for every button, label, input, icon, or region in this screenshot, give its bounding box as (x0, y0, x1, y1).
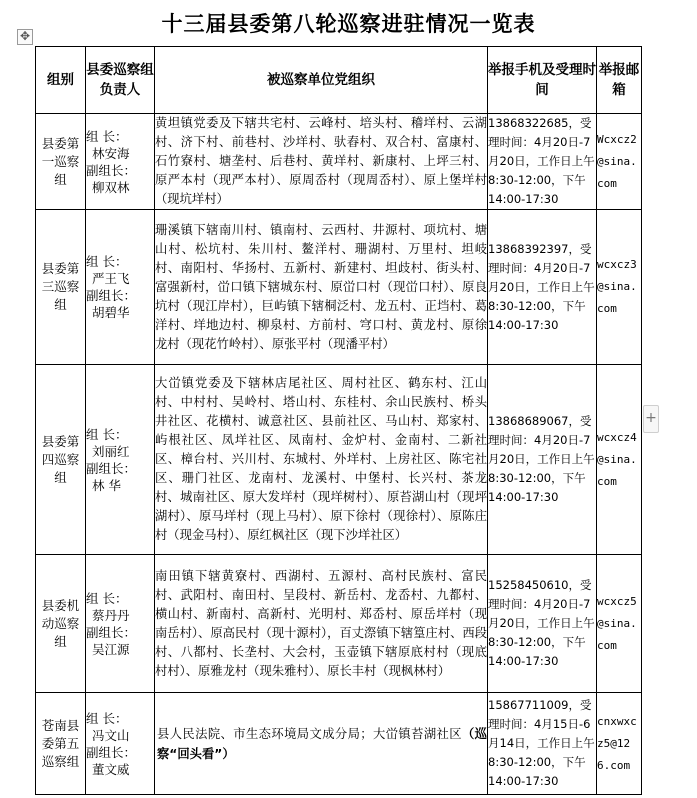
units-cell (155, 693, 488, 795)
group-cell: 苍南县委第五巡察组 (36, 693, 86, 795)
units-bold-note: （巡察“回头看”） (157, 726, 487, 761)
email-cell: wcxcz3@sina.com (597, 210, 642, 365)
phone-cell: 13868689067，受理时间：4月20日-7月20日，工作日上午 8:30-12:00，下午 14:00-17:30 (488, 365, 597, 555)
header-email: 举报邮箱 (597, 47, 642, 114)
table-row (36, 210, 642, 365)
group-cell: 县委第一巡察组 (36, 114, 86, 210)
deputy-name: 董文威 (92, 761, 130, 777)
units-text: 珊溪镇下辖南川村、镇南村、云西村、井源村、项坑村、塘山村、松坑村、朱川村、鳌洋村、珊湖村、万里村、坦岐村、南阳村、华扬村、五新村、新建村、坦歧村、街头村、富强新村，峃口镇下辖城东村、原峃口村（现峃口村）、原良坑村（现江岸村），巨屿镇下辖桐泛村、龙五村、正垱村、葛洋村、垟地边村、柳泉村、方前村、穹口村、黄龙村、原徐龙村（现花竹岭村）、原张平村（现潘平村） (155, 222, 487, 351)
phone-cell: 15258450610，受理时间：4月20日-7月20日，工作日上午 8:30-12:00，下午 14:00-17:30 (488, 555, 597, 693)
inspection-table (35, 46, 642, 795)
deputy-name: 柳双林 (92, 179, 130, 195)
email-cell: wcxcz5@sina.com (597, 555, 642, 693)
leader-name: 严王飞 (92, 271, 130, 286)
units-cell (155, 555, 488, 693)
leader-cell (86, 693, 155, 795)
header-units: 被巡察单位党组织 (155, 47, 488, 114)
group-cell: 县委第三巡察组 (36, 210, 86, 365)
header-phone: 举报手机及受理时间 (488, 47, 597, 114)
leader-cell (86, 210, 155, 365)
add-column-plus-icon[interactable]: + (643, 405, 659, 433)
header-leader: 县委巡察组负责人 (86, 47, 155, 114)
leader-label: 组 长： (86, 128, 128, 144)
units-text: 南田镇下辖黄寮村、西湖村、五源村、高村民族村、富民村、武阳村、南田村、呈段村、新岳村、龙岙村、九都村、横山村、新南村、高新村、光明村、郑岙村、原岳垟村（现南岳村）、原高民村（现十源村），百丈漈镇下辖篁庄村、西段村、八都村、长垄村、大会村，玉壶镇下辖原底村村（现底村村）、原雅龙村（现朱雅村）、原长丰村（现枫林村） (155, 568, 488, 678)
deputy-name: 胡碧华 (92, 305, 130, 320)
table-row (36, 114, 642, 210)
phone-cell: 13868322685，受理时间：4月20日-7月20日，工作日上午 8:30-12:00，下午 14:00-17:30 (488, 114, 597, 210)
group-cell: 县委第四巡察组 (36, 365, 86, 555)
leader-name: 蔡丹丹 (92, 607, 130, 623)
header-group: 组别 (36, 47, 86, 114)
units-cell (155, 114, 488, 210)
leader-label: 组 长： (86, 710, 128, 726)
table-move-handle-icon[interactable]: ✥ (17, 29, 33, 45)
phone-cell: 15867711009，受理时间：4月15日-6月14日，工作日上午 8:30-12:00，下午 14:00-17:30 (488, 693, 597, 795)
email-cell: Wcxcz2@sina.com (597, 114, 642, 210)
leader-label: 组 长： (86, 254, 128, 269)
deputy-label: 副组长： (86, 460, 137, 476)
leader-label: 组 长： (86, 590, 128, 606)
leader-name: 林安海 (92, 145, 130, 161)
deputy-label: 副组长： (86, 288, 137, 303)
deputy-label: 副组长： (86, 744, 137, 760)
table-row (36, 555, 642, 693)
leader-cell (86, 365, 155, 555)
units-text: 黄坦镇党委及下辖共宅村、云峰村、培头村、稽垟村、云湖村、济下村、前巷村、沙垟村、驮舂村、双合村、富康村、石竹寮村、塘垄村、后巷村、黄垟村、新康村、上坪三村、原严本村（现严本村）、原周岙村（现周岙村）、原上堡垟村（现坑垟村） (155, 116, 487, 206)
table-row (36, 365, 642, 555)
page-title: 十三届县委第八轮巡察进驻情况一览表 (161, 11, 536, 36)
deputy-label: 副组长： (86, 624, 137, 640)
leader-cell (86, 555, 155, 693)
header-row (36, 47, 642, 114)
leader-cell (86, 114, 155, 210)
units-text: 县人民法院、市生态环境局文成分局；大峃镇苔湖社区 (157, 726, 462, 741)
units-cell (155, 365, 488, 555)
email-cell: wcxcz4@sina.com (597, 365, 642, 555)
leader-name: 冯文山 (92, 727, 130, 743)
deputy-name: 林 华 (92, 477, 121, 493)
group-cell: 县委机动巡察组 (36, 555, 86, 693)
table-row (36, 693, 642, 795)
phone-cell: 13868392397，受理时间：4月20日-7月20日，工作日上午 8:30-12:00，下午 14:00-17:30 (488, 210, 597, 365)
deputy-name: 吴江源 (92, 641, 130, 657)
leader-label: 组 长： (86, 426, 128, 442)
units-cell (155, 210, 488, 365)
email-cell: cnxwxcz5@126.com (597, 693, 642, 795)
deputy-label: 副组长： (86, 162, 137, 178)
leader-name: 刘丽红 (92, 443, 130, 459)
units-text: 大峃镇党委及下辖林店尾社区、周村社区、鹤东村、江山村、中村村、吴岭村、塔山村、东桂村、余山民族村、桥头井社区、花横村、诚意社区、县前社区、马山村、郑家村、屿根社区、凤垟社区、凤南村、金炉村、金南村、二新社区、樟台村、兴川村、东城村、外垟村、上房社区、陈宅社区、珊门社区、龙南村、龙溪村、中堡村、长兴村、茶龙村、城南社区、原大发垟村（现垟树村）、原苔湖山村（现坪湖村）、原马垟村（现上马村）、原下徐村（现徐村）、原陈庄村（现金马村）、原红枫社区（现下沙垟社区） (155, 376, 487, 542)
